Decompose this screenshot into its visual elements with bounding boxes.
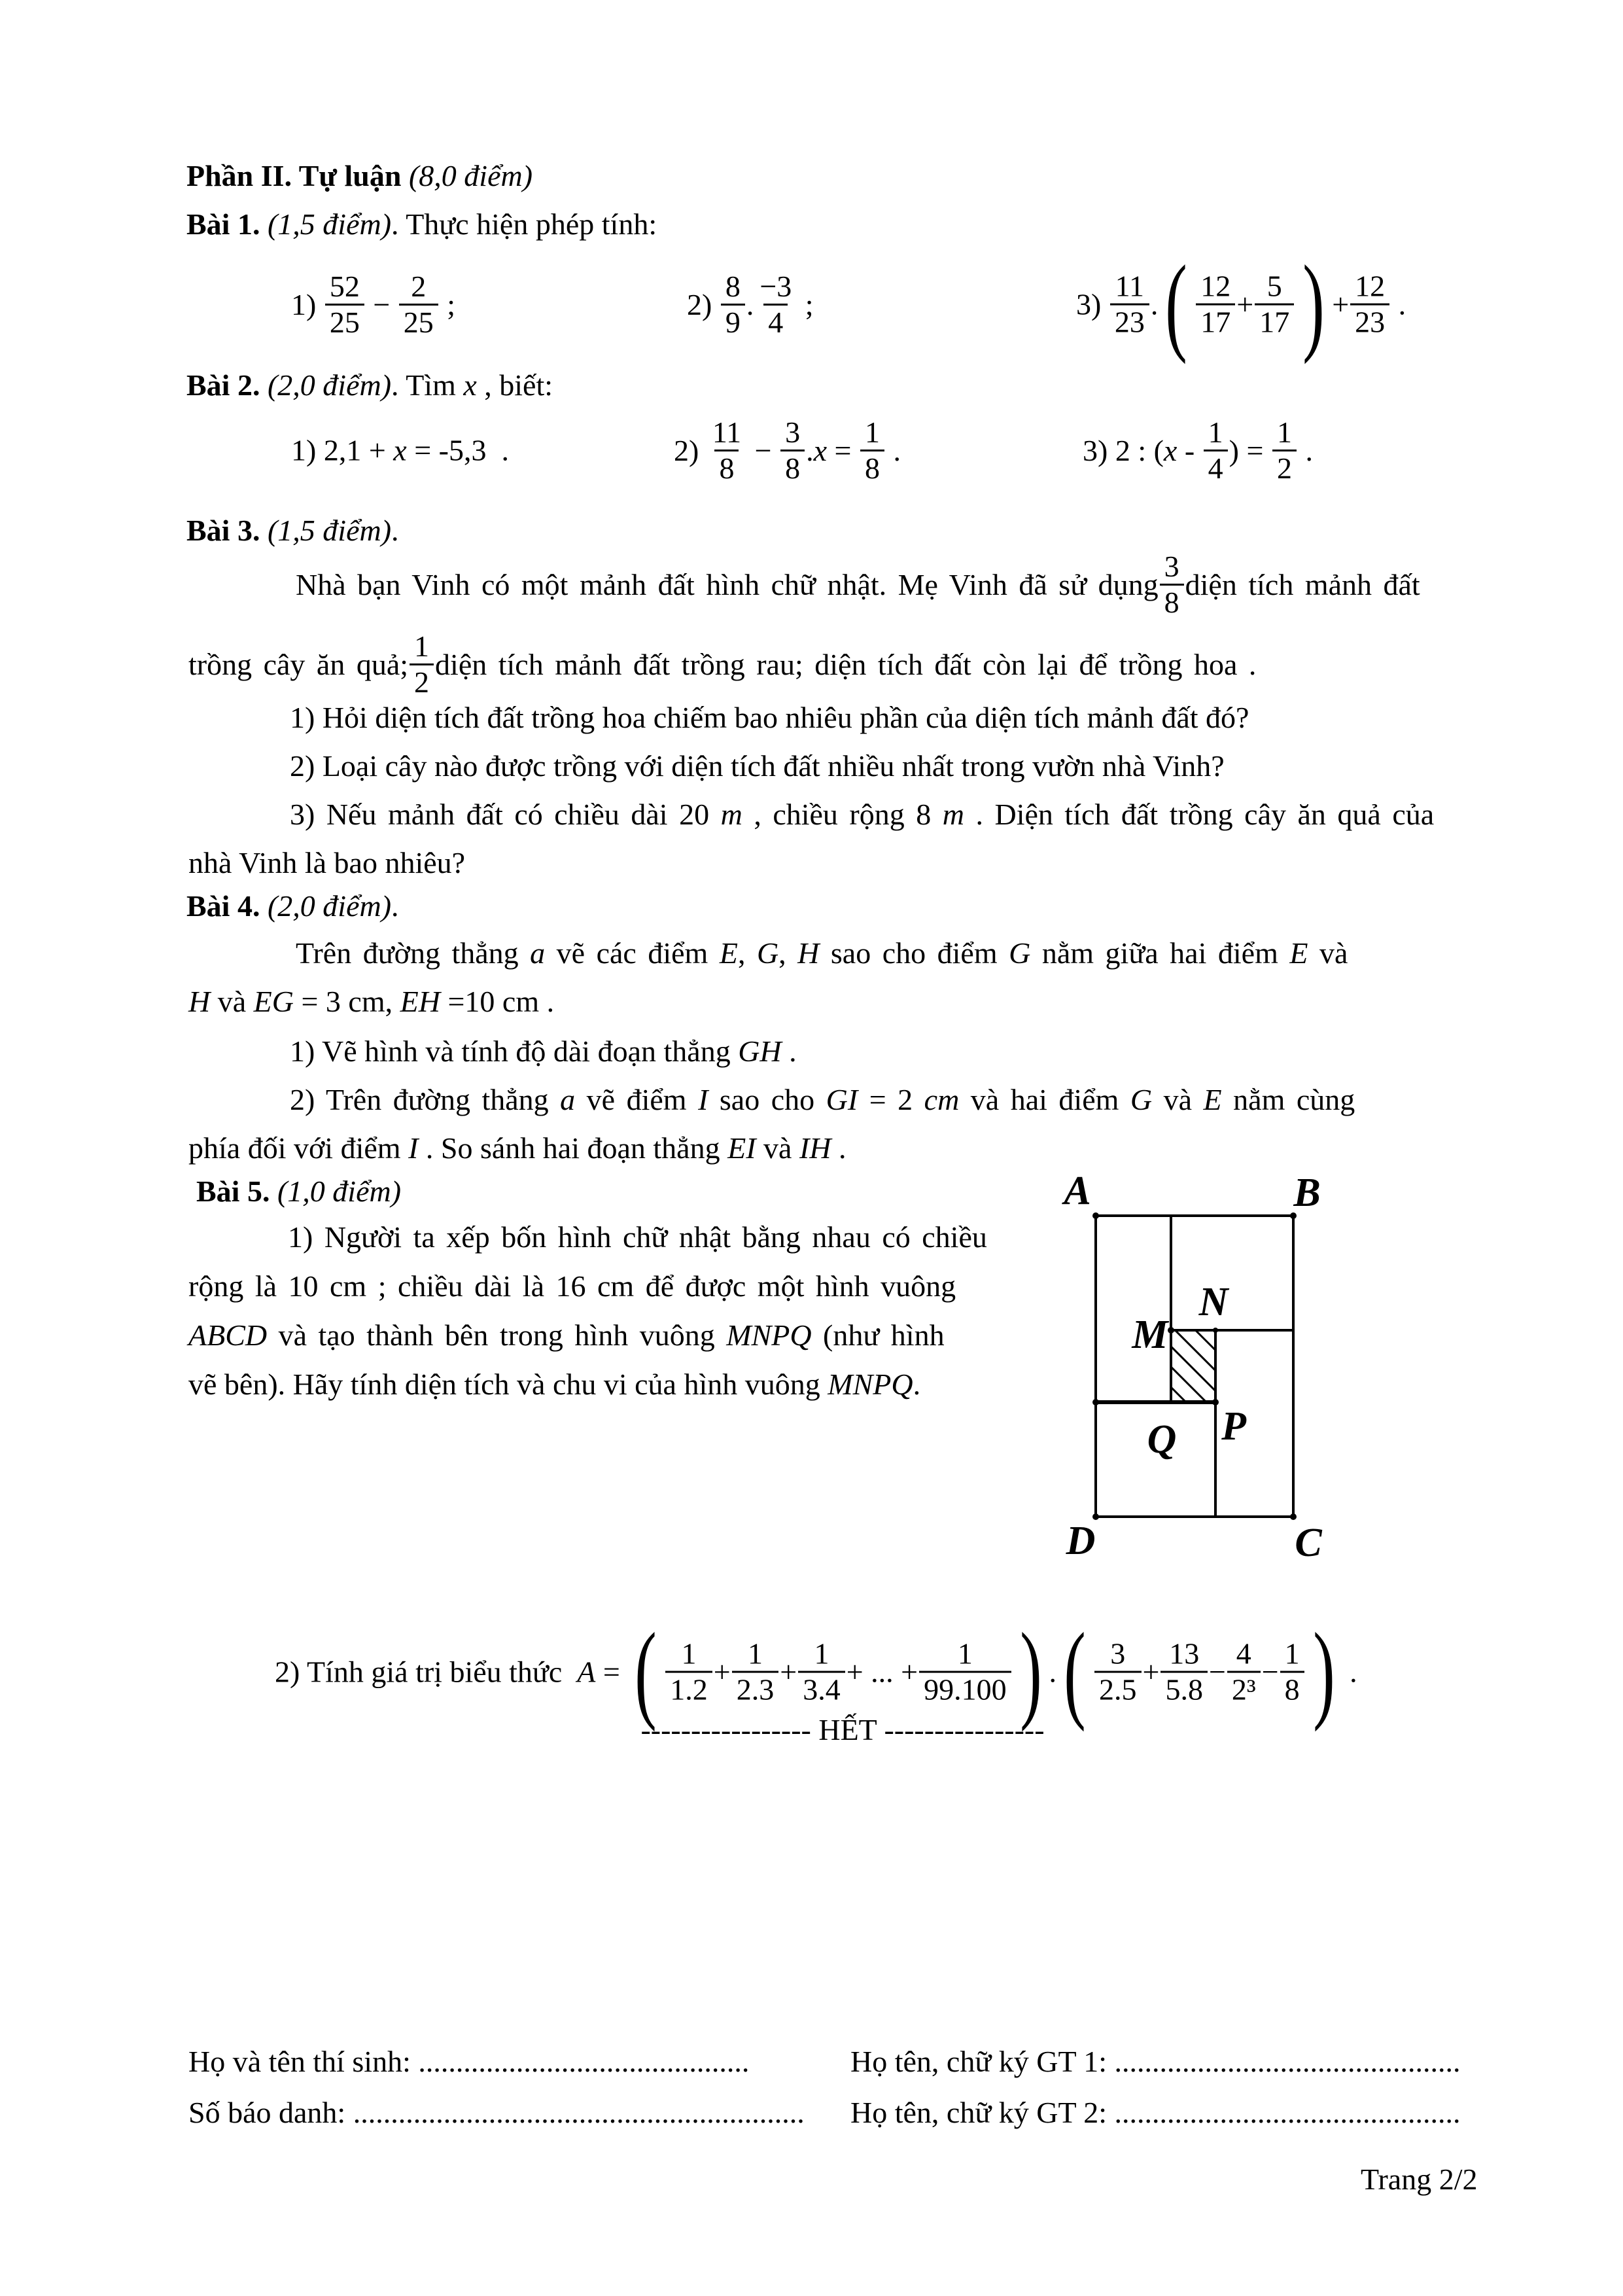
text-segment: và hai điểm [959, 1083, 1130, 1116]
bai-2-expr-3 [1083, 415, 1313, 485]
text-segment: Nhà bạn Vinh có một mảnh đất hình chữ nhật. Mẹ Vinh đã sử dụng [296, 567, 1159, 601]
text-segment: E [1289, 936, 1308, 970]
big-paren: ( [1165, 243, 1188, 365]
fraction [721, 270, 745, 339]
bai-2-heading [186, 366, 553, 404]
fraction-denominator: 9 [721, 304, 745, 340]
bai-4-question-2-wrap [188, 1129, 846, 1167]
fraction [410, 629, 434, 699]
fraction-denominator: 5.8 [1161, 1670, 1208, 1706]
fraction [325, 270, 364, 339]
text-segment: = 2 [858, 1083, 924, 1116]
text-segment: 1) Người ta xếp bốn hình chữ nhật bằng nhau có chiều [288, 1220, 987, 1254]
examiner-1-field: Họ tên, chữ ký GT 1: .............................................. [850, 2045, 1461, 2078]
text-segment: ; [797, 287, 814, 321]
bai-3-question-1 [290, 699, 1249, 737]
fraction-numerator: 11 [712, 415, 742, 449]
fraction [399, 270, 438, 339]
text-segment: vẽ bên). Hãy tính diện tích và chu vi của hình vuông [188, 1368, 828, 1401]
text-segment: − [1261, 1655, 1279, 1689]
text-segment: MNPQ [726, 1318, 812, 1352]
text-segment: sao cho điểm [819, 936, 1009, 970]
point-dot-p [1212, 1399, 1219, 1405]
big-paren: ( [635, 1610, 657, 1733]
fraction-denominator: 99.100 [919, 1670, 1011, 1706]
fraction-numerator: 1 [957, 1636, 973, 1670]
text-segment: (như hình [811, 1318, 945, 1352]
fraction [1196, 270, 1235, 339]
bai-3-question-3-wrap [188, 844, 465, 882]
text-segment: 2) Tính giá trị biểu thức [275, 1655, 578, 1689]
text-segment: = 3 cm, [293, 985, 400, 1018]
text-segment: EG [253, 985, 294, 1018]
fraction-denominator: 8 [1280, 1670, 1304, 1706]
bai-2-expr-2 [674, 415, 901, 485]
label-d: D [1066, 1519, 1096, 1563]
text-segment: . [806, 433, 814, 467]
fraction-numerator: 1 [681, 1636, 697, 1670]
fraction [1227, 1637, 1261, 1706]
big-paren: ) [1302, 243, 1325, 365]
text-segment: 1) Vẽ hình và tính độ dài đoạn thẳng [290, 1034, 739, 1068]
fraction-denominator: 17 [1255, 303, 1294, 339]
text-segment: . [391, 514, 399, 547]
text-segment: 1) Hỏi diện tích đất trồng hoa chiếm bao nhiêu phần của diện tích mảnh đất đó? [290, 701, 1249, 734]
text-segment: , [737, 936, 757, 970]
text-segment: . Thực hiện phép tính: [391, 207, 657, 241]
fraction [1160, 550, 1184, 619]
text-segment: . [1049, 1655, 1057, 1689]
text-segment: 2) Trên đường thẳng [290, 1083, 561, 1116]
label-b: B [1293, 1171, 1321, 1215]
fraction-numerator: 1 [748, 1636, 763, 1670]
text-segment: 3) [1076, 287, 1109, 321]
bai-4-question-1 [290, 1033, 797, 1070]
text-segment: 3) 2 : ( [1083, 433, 1164, 467]
fraction-numerator: 8 [725, 269, 741, 303]
text-segment: , [778, 936, 798, 970]
big-paren: ( [1064, 1610, 1086, 1733]
end-marker: ----------------- HẾT ---------------- [640, 1713, 1045, 1746]
bai-3-heading [186, 512, 399, 550]
text-segment: và [210, 985, 254, 1018]
fraction-numerator: 3 [785, 415, 801, 449]
text-segment: (2,0 điểm) [267, 368, 392, 402]
fraction [665, 1637, 712, 1706]
text-segment: . [913, 1368, 921, 1401]
text-segment: (1,5 điểm) [267, 514, 392, 547]
bai-1-expr-3 [1076, 243, 1406, 365]
text-segment: x [813, 433, 827, 467]
text-segment: MNPQ [828, 1368, 913, 1401]
text-segment: . [391, 889, 399, 923]
text-segment: . [1297, 433, 1313, 467]
text-segment: 3) Nếu mảnh đất có chiều dài 20 [290, 798, 721, 831]
text-segment: . [781, 1034, 797, 1068]
fraction-numerator: 1 [414, 629, 430, 663]
text-segment: − [365, 287, 398, 321]
text-segment: vẽ điểm [575, 1083, 699, 1116]
fraction-denominator: 25 [325, 304, 364, 340]
fraction-numerator: 1 [814, 1636, 829, 1670]
text-segment: H [188, 985, 211, 1018]
bai-4-paragraph-line-1 [296, 934, 1348, 972]
text-segment: A [577, 1655, 596, 1689]
text-segment: a [560, 1083, 576, 1116]
bai-3-story-line-1 [296, 550, 1420, 619]
text-segment: (2,0 điểm) [267, 889, 392, 923]
text-segment: ) = [1229, 433, 1271, 467]
bai-5-line-2 [188, 1267, 956, 1305]
text-segment: + [1236, 287, 1254, 321]
corner-dot-a [1092, 1212, 1099, 1219]
fraction [1350, 270, 1389, 339]
figure-square-abcd-mnpq [1047, 1171, 1348, 1570]
bai-1-expr-2 [687, 270, 814, 339]
text-segment: và [1308, 936, 1348, 970]
fraction [1094, 1637, 1142, 1706]
bai-5-heading [196, 1173, 401, 1210]
fraction [755, 270, 796, 339]
text-segment: . So sánh hai đoạn thẳng [418, 1131, 728, 1165]
fraction-denominator: 2³ [1227, 1670, 1261, 1706]
text-segment: m [942, 798, 964, 831]
fraction [732, 1637, 779, 1706]
fraction-denominator: 8 [714, 450, 739, 486]
text-segment: GH [738, 1034, 782, 1068]
text-segment: . [885, 433, 901, 467]
text-segment: m [720, 798, 742, 831]
point-dot-q-line [1092, 1399, 1099, 1405]
text-segment: , biết: [476, 368, 553, 402]
text-segment: = [827, 433, 859, 467]
text-segment: trồng cây ăn quả; [188, 647, 409, 681]
text-segment: − [1208, 1655, 1226, 1689]
bai-2-expr-1 [291, 433, 509, 468]
text-segment: x [1163, 433, 1178, 467]
text-segment: . [746, 287, 754, 321]
text-segment: Bài 2. [186, 368, 268, 402]
fraction [919, 1637, 1011, 1706]
fraction-denominator: 2.3 [732, 1670, 779, 1706]
fraction-numerator: 2 [411, 269, 427, 303]
text-segment: 1) 2,1 + [291, 433, 394, 467]
fraction-numerator: 1 [1276, 415, 1292, 449]
text-segment: . [831, 1131, 846, 1165]
fraction [1110, 270, 1149, 339]
text-segment: nằm cùng [1221, 1083, 1355, 1116]
bai-3-story-line-2 [188, 629, 1256, 699]
fraction-numerator: 12 [1200, 269, 1231, 303]
fraction-denominator: 3.4 [798, 1670, 845, 1706]
text-segment: 2) [687, 287, 720, 321]
bai-1-expr-1 [291, 270, 455, 339]
text-segment: ; [439, 287, 456, 321]
fraction-denominator: 23 [1350, 303, 1389, 339]
text-segment: và [1152, 1083, 1204, 1116]
fraction-numerator: 1 [864, 415, 880, 449]
label-c: C [1295, 1521, 1322, 1565]
fraction-denominator: 17 [1196, 303, 1235, 339]
corner-dot-c [1290, 1513, 1297, 1520]
text-segment: + [713, 1655, 731, 1689]
text-segment: Phần II. Tự luận [186, 159, 409, 192]
text-segment: . [1391, 287, 1406, 321]
section-heading [186, 157, 532, 195]
fraction [1161, 1637, 1208, 1706]
text-segment: + [1142, 1655, 1160, 1689]
text-segment: E [1203, 1083, 1222, 1116]
text-segment: (1,5 điểm) [267, 207, 392, 241]
bai-3-question-3 [290, 796, 1434, 834]
text-segment: − [747, 433, 780, 467]
point-dot-n [1213, 1328, 1218, 1333]
fraction-denominator: 2.5 [1094, 1670, 1142, 1706]
text-segment: EH [400, 985, 440, 1018]
text-segment: nằm giữa hai điểm [1030, 936, 1290, 970]
bai-5-line-1 [288, 1218, 987, 1256]
bai-1-heading [186, 205, 657, 243]
text-segment: Bài 1. [186, 207, 268, 241]
text-segment: G [1130, 1083, 1153, 1116]
fraction-denominator: 2 [1272, 450, 1297, 486]
text-segment: nhà Vinh là bao nhiêu? [188, 846, 466, 879]
text-segment: E [719, 936, 738, 970]
text-segment: H [797, 936, 820, 970]
fraction-numerator: 13 [1169, 1636, 1200, 1670]
bai-5-line-4 [188, 1366, 920, 1404]
text-segment: x [463, 368, 477, 402]
text-segment: 2) Loại cây nào được trồng với diện tích đất nhiều nhất trong vườn nhà Vinh? [290, 749, 1225, 783]
text-segment: Bài 4. [186, 889, 268, 923]
text-segment: = [595, 1655, 628, 1689]
fraction [1204, 415, 1228, 485]
fraction [798, 1637, 845, 1706]
text-segment: , chiều rộng 8 [742, 798, 943, 831]
text-segment: GI [826, 1083, 858, 1116]
fraction-denominator: 1.2 [665, 1670, 712, 1706]
text-segment: + [1332, 287, 1350, 321]
bai-5-line-3 [188, 1316, 945, 1354]
fraction-denominator: 4 [763, 304, 788, 340]
fraction-numerator: 4 [1236, 1636, 1251, 1670]
fraction [780, 415, 805, 485]
text-segment: Trên đường thẳng [296, 936, 531, 970]
text-segment: và tạo thành bên trong hình vuông [267, 1318, 727, 1352]
fraction-numerator: 3 [1110, 1636, 1126, 1670]
point-dot-m [1168, 1327, 1174, 1333]
text-segment: vẽ các điểm [545, 936, 720, 970]
text-segment: 1) [291, 287, 324, 321]
fraction-denominator: 4 [1204, 450, 1228, 486]
text-segment: diện tích mảnh đất [1185, 567, 1420, 601]
text-segment: Bài 5. [196, 1174, 277, 1208]
label-a: A [1064, 1171, 1091, 1213]
fraction-denominator: 8 [860, 450, 884, 486]
fraction [708, 415, 746, 485]
text-segment: x [393, 433, 407, 467]
text-segment: phía đối với điểm [188, 1131, 409, 1165]
big-paren: ) [1312, 1610, 1335, 1733]
label-n: N [1198, 1280, 1229, 1324]
text-segment: a [530, 936, 546, 970]
text-segment: (8,0 điểm) [408, 159, 533, 192]
fraction-numerator: 5 [1266, 269, 1282, 303]
bai-3-question-2 [290, 747, 1225, 785]
fraction-denominator: 25 [399, 304, 438, 340]
fraction [1255, 270, 1294, 339]
text-segment: diện tích mảnh đất trồng rau; diện tích đất còn lại để trồng hoa . [435, 647, 1257, 681]
text-segment: . [1150, 287, 1159, 321]
label-q: Q [1147, 1417, 1177, 1462]
text-segment: . Tìm [391, 368, 464, 402]
bai-4-paragraph-line-2 [188, 983, 554, 1021]
fraction-denominator: 8 [780, 450, 805, 486]
label-p: P [1221, 1404, 1246, 1449]
big-paren: ) [1019, 1610, 1042, 1733]
text-segment: I [698, 1083, 708, 1116]
text-segment: + ... + [846, 1655, 918, 1689]
fraction-numerator: 11 [1115, 269, 1144, 303]
page-number: Trang 2/2 [1361, 2163, 1478, 2196]
text-segment: IH [799, 1131, 831, 1165]
fraction-numerator: 12 [1355, 269, 1386, 303]
text-segment: (1,0 điểm) [277, 1174, 402, 1208]
text-segment: cm [924, 1083, 960, 1116]
text-segment: = -5,3 . [406, 433, 509, 467]
text-segment: và [756, 1131, 799, 1165]
fraction-denominator: 8 [1160, 584, 1184, 620]
text-segment: rộng là 10 cm ; chiều dài là 16 cm để được một hình vuông [188, 1269, 956, 1303]
text-segment: ABCD [188, 1318, 268, 1352]
fraction-numerator: 52 [329, 269, 360, 303]
fraction-denominator: 2 [410, 663, 434, 699]
candidate-name-field: Họ và tên thí sinh: ............................................ [188, 2045, 750, 2078]
label-m: M [1132, 1313, 1168, 1357]
text-segment: + [780, 1655, 797, 1689]
examiner-2-field: Họ tên, chữ ký GT 2: .............................................. [850, 2096, 1461, 2129]
text-segment: 2) [674, 433, 707, 467]
fraction-numerator: 1 [1208, 415, 1223, 449]
fraction [860, 415, 884, 485]
bai-4-question-2 [290, 1081, 1355, 1119]
text-segment: I [408, 1131, 419, 1165]
fraction-denominator: 23 [1110, 303, 1149, 339]
hatched-square-mnpq [1171, 1330, 1215, 1402]
fraction [1272, 415, 1297, 485]
text-segment: G [1009, 936, 1031, 970]
text-segment: . Diện tích đất trồng cây ăn quả của [964, 798, 1435, 831]
text-segment: =10 cm . [440, 985, 555, 1018]
fraction-numerator: −3 [759, 269, 792, 303]
bai-4-heading [186, 887, 399, 925]
fraction-numerator: 3 [1164, 549, 1179, 583]
text-segment: sao cho [708, 1083, 826, 1116]
text-segment: Bài 3. [186, 514, 268, 547]
fraction-numerator: 1 [1284, 1636, 1300, 1670]
candidate-number-field: Số báo danh: ............................................................ [188, 2096, 805, 2129]
text-segment: . [1342, 1655, 1357, 1689]
text-segment: G [756, 936, 779, 970]
text-segment: EI [727, 1131, 756, 1165]
text-segment: - [1177, 433, 1202, 467]
fraction [1280, 1637, 1304, 1706]
